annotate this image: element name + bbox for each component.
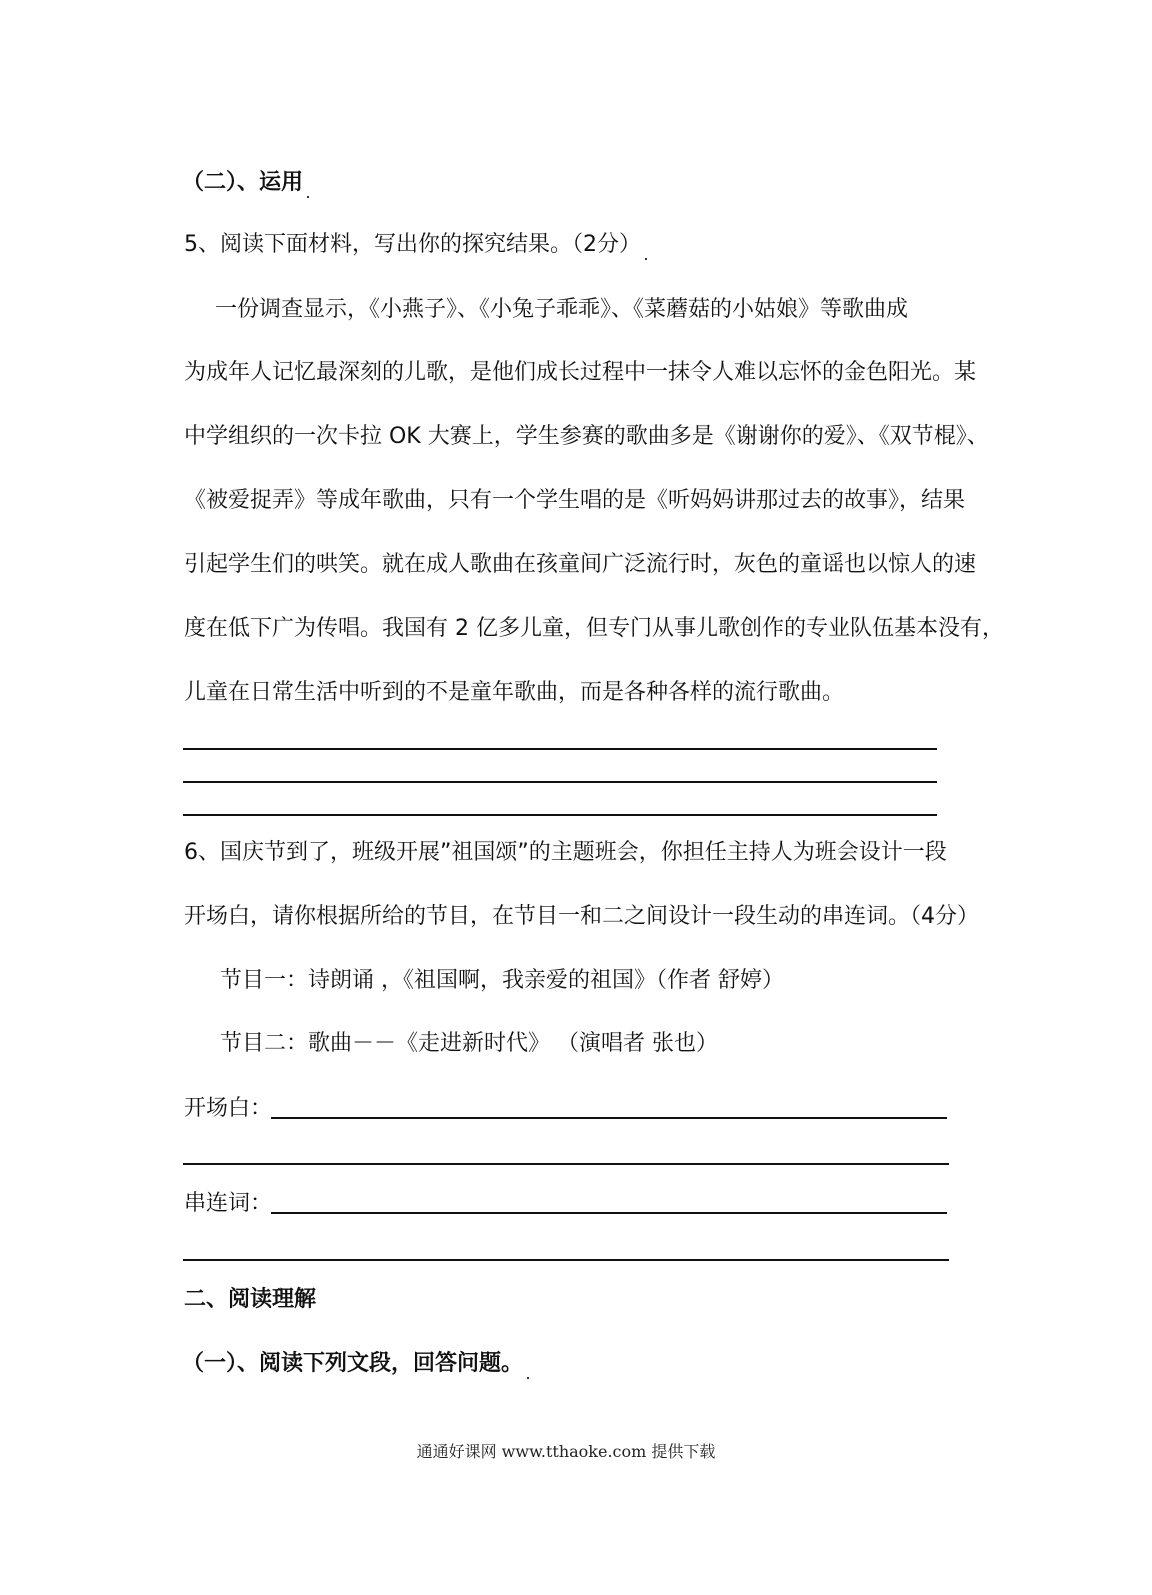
section-heading-text: （二）、运用 (182, 170, 304, 195)
section-heading-application (182, 168, 309, 198)
q5-paragraph-line-3: 中学组织的一次卡拉 OK 大赛上，学生参赛的歌曲多是《谢谢你的爱》、《双节棍》、 (184, 424, 989, 449)
q6-title-line-1: 6、国庆节到了，班级开展”祖国颂”的主题班会，你担任主持人为班会设计一段 (184, 840, 947, 865)
transition-answer-line-2[interactable] (183, 1259, 949, 1261)
q5-paragraph-line-2: 为成年人记忆最深刻的儿歌，是他们成长过程中一抹令人难以忘怀的金色阳光。某 (184, 360, 977, 385)
opening-answer-line-1[interactable] (271, 1117, 947, 1119)
q5-answer-line-1[interactable] (183, 748, 937, 750)
q5-paragraph-line-5: 引起学生们的哄笑。就在成人歌曲在孩童间广泛流行时，灰色的童谣也以惊人的速 (184, 552, 977, 577)
q5-answer-line-3[interactable] (183, 814, 937, 816)
page-footer: 通通好课网 www.tthaoke.com 提供下载 (416, 1442, 716, 1461)
opening-answer-line-2[interactable] (183, 1163, 949, 1165)
q5-paragraph-line-4: 《被爱捉弄》等成年歌曲，只有一个学生唱的是《听妈妈讲那过去的故事》，结果 (184, 488, 966, 513)
q5-paragraph-line-6: 度在低下广为传唱。我国有 2 亿多儿童，但专门从事儿歌创作的专业队伍基本没有， (184, 616, 1004, 641)
q5-answer-line-2[interactable] (183, 781, 937, 783)
question-5-title (184, 230, 647, 260)
section-1-heading (182, 1349, 529, 1379)
part-2-heading: 二、阅读理解 (184, 1287, 317, 1312)
q5-paragraph-line-7: 儿童在日常生活中听到的不是童年歌曲，而是各种各样的流行歌曲。 (184, 680, 845, 705)
q6-title-line-2: 开场白，请你根据所给的节目，在节目一和二之间设计一段生动的串连词。（4分） (184, 904, 979, 929)
q5-paragraph-line-1: 一份调查显示，《小燕子》、《小兔子乖乖》、《菜蘑菇的小姑娘》等歌曲成 (215, 297, 909, 322)
section-1-heading-text: （一）、阅读下列文段，回答问题。 (182, 1351, 524, 1376)
mark-dot (645, 258, 647, 260)
transition-label: 串连词： (184, 1191, 273, 1216)
q6-program-1: 节目一：诗朗诵 ，《祖国啊，我亲爱的祖国》（作者 舒婷） (220, 968, 784, 993)
mark-dot (307, 196, 309, 198)
opening-label: 开场白： (184, 1096, 273, 1121)
q6-program-2: 节目二：歌曲－－《走进新时代》 （演唱者 张也） (220, 1031, 718, 1056)
question-5-title-text: 5、阅读下面材料，写出你的探究结果。（2分） (184, 232, 641, 257)
mark-dot (527, 1377, 529, 1379)
transition-answer-line-1[interactable] (271, 1212, 947, 1214)
